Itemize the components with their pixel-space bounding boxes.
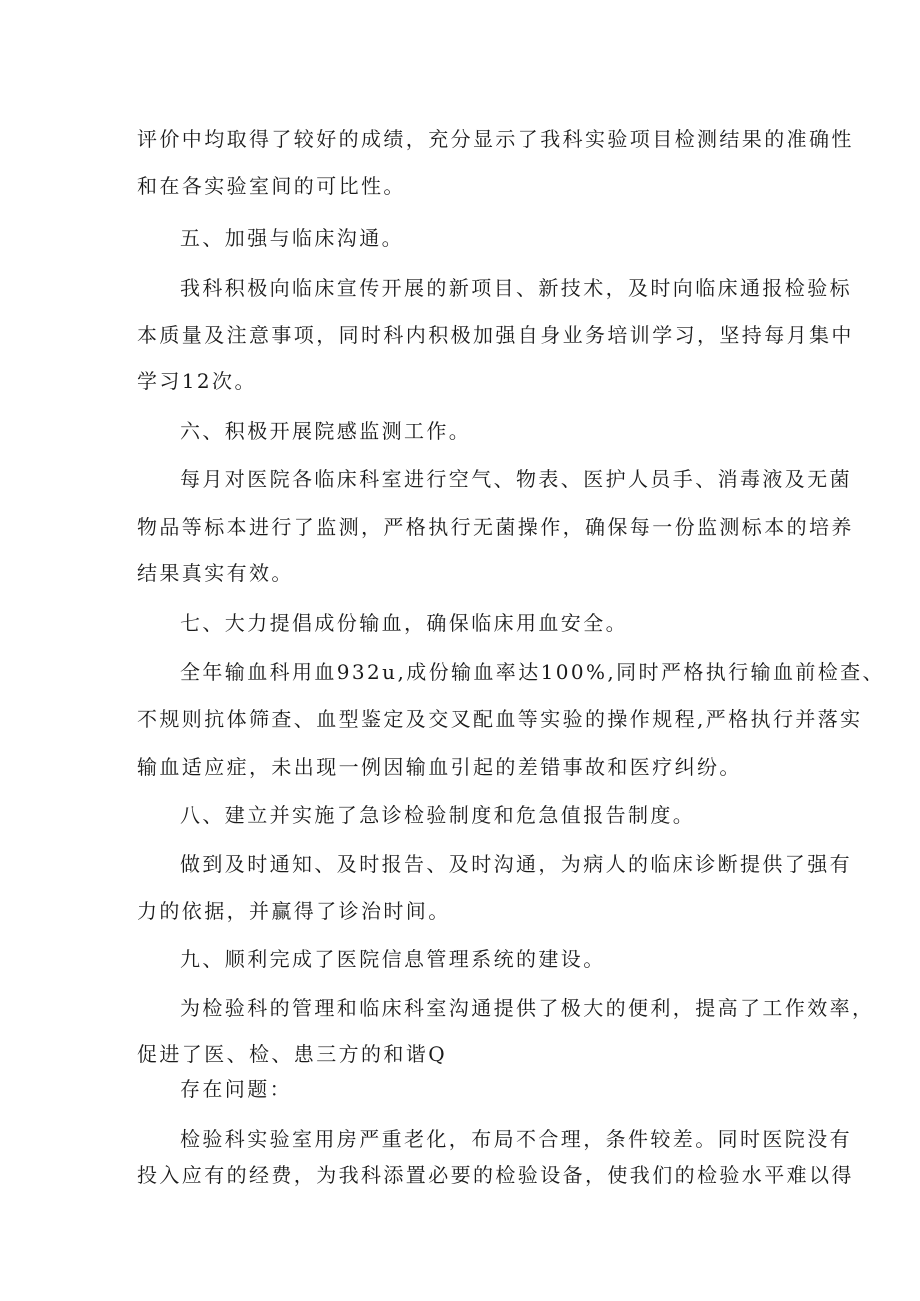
paragraph-line: 检验科实验室用房严重老化，布局不合理，条件较差。同时医院没有: [180, 1127, 852, 1151]
paragraph-line: 为检验科的管理和临床科室沟通提供了极大的便利，提高了工作效率，: [180, 996, 875, 1020]
paragraph-line: 我科积极向临床宣传开展的新项目、新技术，及时向临床通报检验标: [180, 276, 852, 300]
paragraph-line: 学习12次。: [137, 369, 257, 393]
paragraph-line: 物品等标本进行了监测，严格执行无菌操作，确保每一份监测标本的培养: [137, 515, 854, 539]
section-heading: 八、建立并实施了急诊检验制度和危急值报告制度。: [180, 803, 696, 827]
paragraph-line: 做到及时通知、及时报告、及时沟通，为病人的临床诊断提供了强有: [180, 852, 852, 876]
paragraph-line: 投入应有的经费，为我科添置必要的检验设备，使我们的检验水平难以得: [137, 1163, 854, 1187]
paragraph-line: 力的依据，并赢得了诊治时间。: [137, 899, 451, 923]
paragraph-line: 不规则抗体筛查、血型鉴定及交叉配血等实验的操作规程,严格执行并落实: [137, 707, 863, 731]
paragraph-line: 评价中均取得了较好的成绩，充分显示了我科实验项目检测结果的准确性: [137, 127, 854, 151]
paragraph-line: 本质量及注意事项，同时科内积极加强自身业务培训学习，坚持每月集中: [137, 323, 854, 347]
paragraph-line: 每月对医院各临床科室进行空气、物表、医护人员手、消毒液及无菌: [180, 467, 852, 491]
section-heading: 五、加强与临床沟通。: [180, 226, 404, 250]
section-heading: 存在问题：: [180, 1077, 292, 1101]
paragraph-line: 结果真实有效。: [137, 561, 294, 585]
section-heading: 九、顺利完成了医院信息管理系统的建设。: [180, 947, 606, 971]
paragraph-line: 全年输血科用血932u,成份输血率达100%,同时严格执行输血前检查、: [180, 660, 885, 684]
section-heading: 六、积极开展院感监测工作。: [180, 419, 472, 443]
paragraph-line: 和在各实验室间的可比性。: [137, 174, 406, 198]
paragraph-line: 促进了医、检、患三方的和谐Q: [137, 1042, 447, 1066]
section-heading: 七、大力提倡成份输血，确保临床用血安全。: [180, 611, 628, 635]
paragraph-line: 输血适应症，未出现一例因输血引起的差错事故和医疗纠纷。: [137, 755, 742, 779]
